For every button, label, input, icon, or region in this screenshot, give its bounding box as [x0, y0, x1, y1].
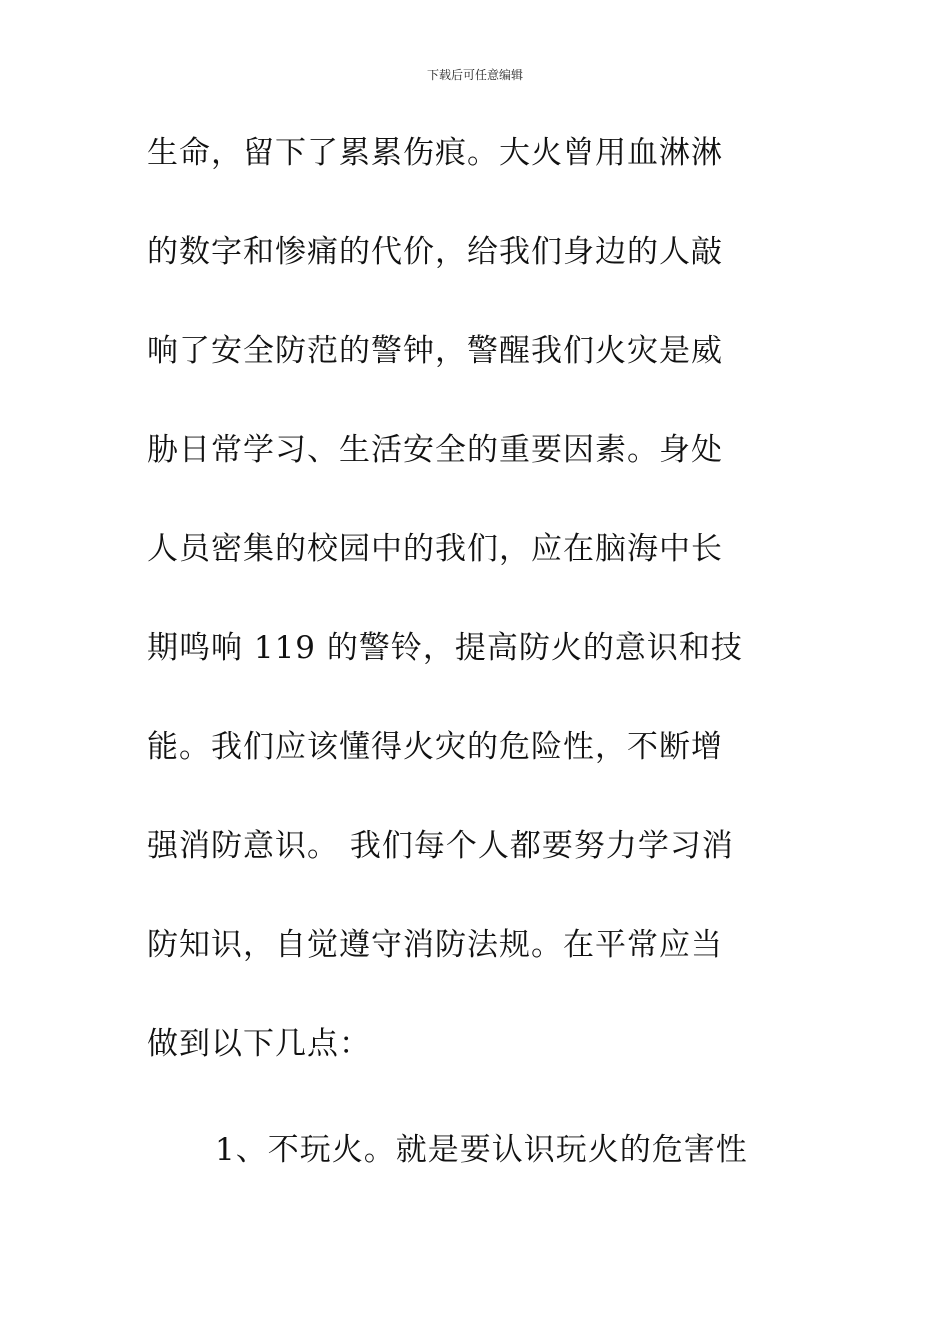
paragraph-line-5: 人员密集的校园中的我们，应在脑海中长: [147, 531, 723, 567]
paragraph-line-4: 胁日常学习、生活安全的重要因素。身处: [147, 432, 723, 468]
paragraph-line-10: 做到以下几点：: [147, 1026, 371, 1062]
paragraph-line-7: 能。我们应该懂得火灾的危险性，不断增: [147, 729, 723, 765]
paragraph-line-3: 响了安全防范的警钟，警醒我们火灾是威: [147, 333, 723, 369]
paragraph-line-9: 防知识，自觉遵守消防法规。在平常应当: [147, 927, 723, 963]
page-header-note: 下载后可任意编辑: [426, 68, 523, 82]
paragraph-line-2: 的数字和惨痛的代价，给我们身边的人敲: [147, 234, 723, 270]
paragraph-line-1: 生命，留下了累累伤痕。大火曾用血淋淋: [147, 135, 723, 171]
list-item-1: 1、不玩火。就是要认识玩火的危害性: [215, 1132, 748, 1168]
paragraph-line-8: 强消防意识。 我们每个人都要努力学习消: [147, 828, 734, 864]
paragraph-line-6: 期鸣响 119 的警铃，提高防火的意识和技: [147, 630, 743, 666]
